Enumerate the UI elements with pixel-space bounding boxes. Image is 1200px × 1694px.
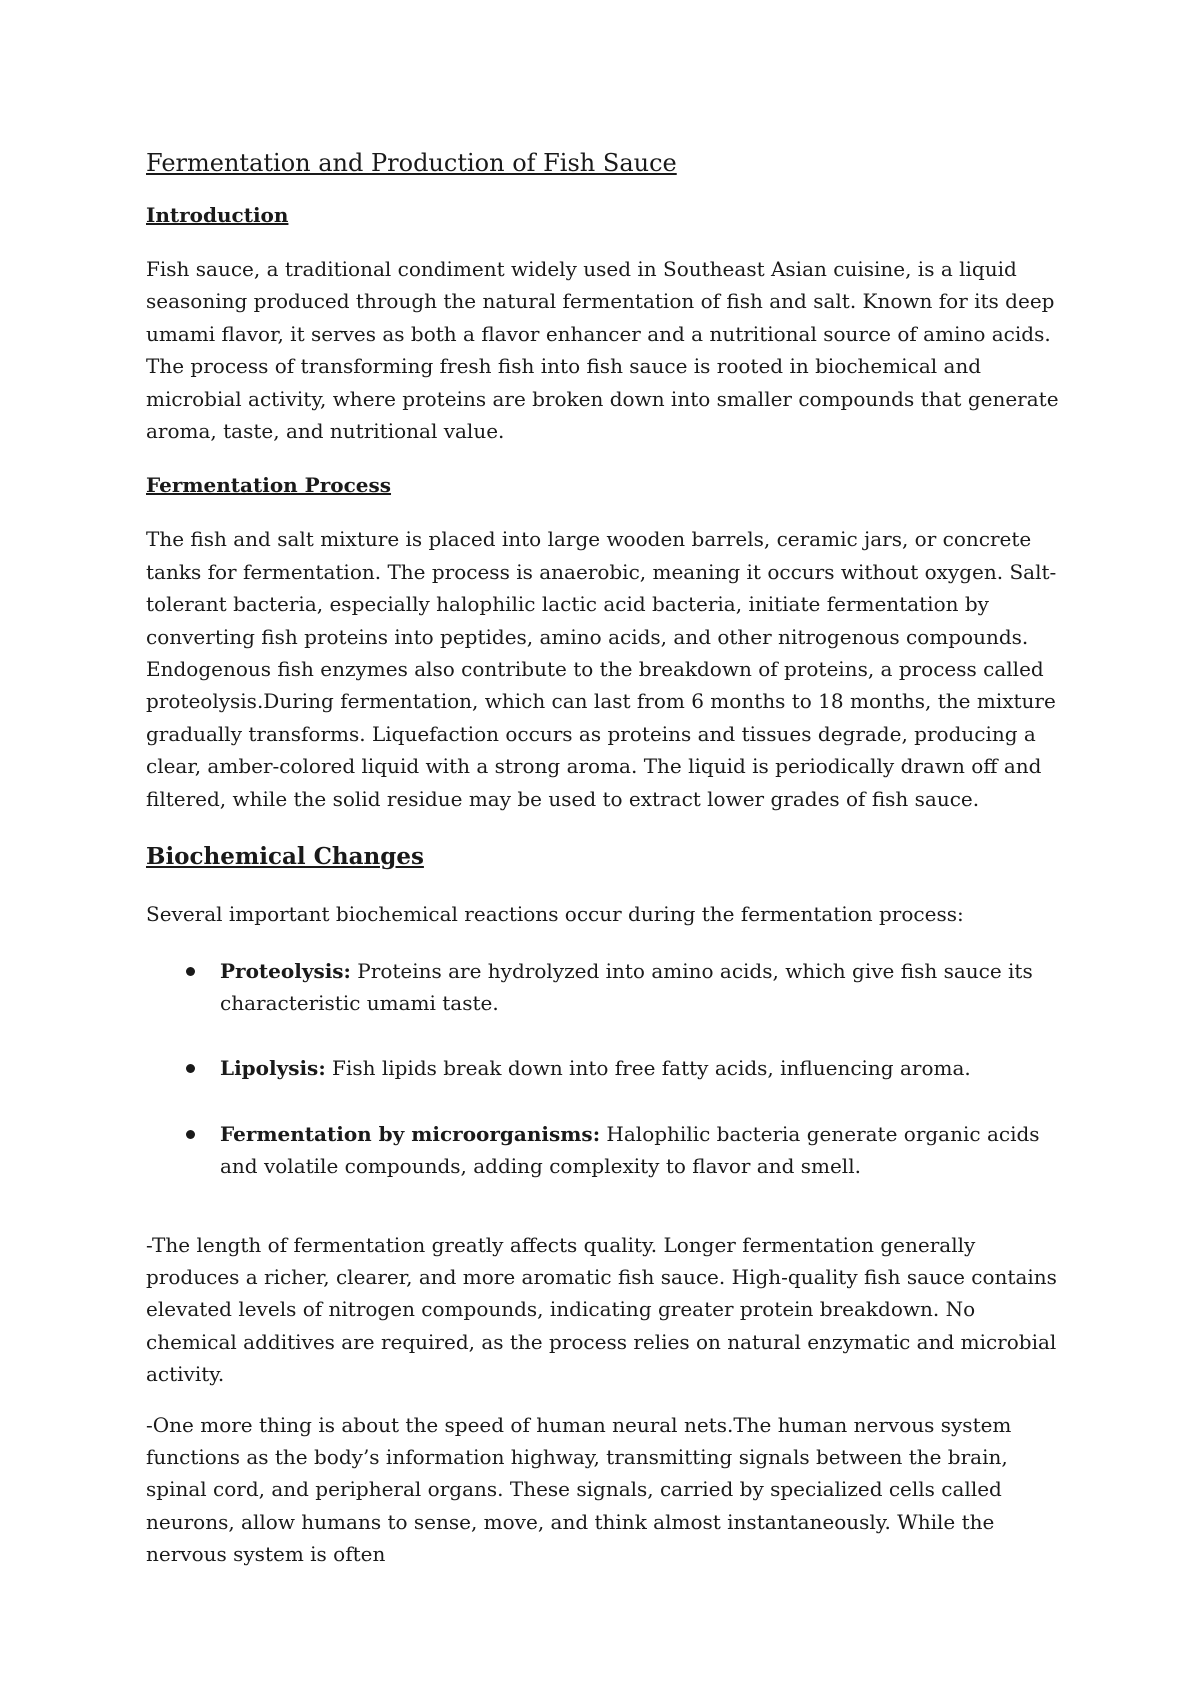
bullet-icon: [186, 1064, 195, 1073]
document-title: Fermentation and Production of Fish Sauce: [146, 149, 677, 177]
neural-nets-paragraph: -One more thing is about the speed of human neural nets.The human nervous system functions as the body’s information highway, transmitting signals between the brain, spinal cord, and peripheral organs. These signals, carried by specialized cells called neurons, allow humans to sense, move, and think almost instantaneously. While the nervous system is often: [146, 1412, 1012, 1567]
biochemical-changes-list: [146, 955, 1066, 1183]
document-body: [146, 146, 1066, 1571]
list-item-text: Fish lipids break down into free fatty acids, influencing aroma.: [325, 1056, 971, 1081]
list-item-term: Proteolysis:: [220, 958, 351, 983]
list-item-fermentation-by-microorganisms: [146, 1118, 1066, 1183]
list-item-term: Lipolysis:: [220, 1056, 326, 1081]
list-item-text: Halophilic bacteria generate organic acids and volatile compounds, adding complexity to flavor and smell.: [220, 1121, 1040, 1179]
fermentation-process-paragraph: The fish and salt mixture is placed into large wooden barrels, ceramic jars, or concrete tanks for fermentation. The process is anaerobic, meaning it occurs without oxygen. Salt-tolerant bacteria, especially halophilic lactic acid bacteria, initiate fermentation by converting fish proteins into peptides, amino acids, and other nitrogenous compounds. Endogenous fish enzymes also contribute to the breakdown of proteins, a process called proteolysis.During fermentation, which can last from 6 months to 18 months, the mixture gradually transforms. Liquefaction occurs as proteins and tissues degrade, producing a clear, amber-colored liquid with a strong aroma. The liquid is periodically drawn off and filtered, while the solid residue may be used to extract lower grades of fish sauce.: [146, 527, 1057, 811]
list-item-lipolysis: [146, 1052, 1066, 1084]
biochemical-changes-intro: Several important biochemical reactions occur during the fermentation process:: [146, 902, 964, 927]
fermentation-process-heading: Fermentation Process: [146, 473, 392, 498]
biochemical-changes-heading: Biochemical Changes: [146, 843, 424, 871]
list-item-term: Fermentation by microorganisms:: [220, 1121, 601, 1146]
list-item-proteolysis: [146, 955, 1066, 1020]
introduction-heading: Introduction: [146, 203, 289, 227]
introduction-paragraph: Fish sauce, a traditional condiment widely used in Southeast Asian cuisine, is a liquid seasoning produced through the natural fermentation of fish and salt. Known for its deep umami flavor, it serves as both a flavor enhancer and a nutritional source of amino acids. The process of transforming fresh fish into fish sauce is rooted in biochemical and microbial activity, where proteins are broken down into smaller compounds that generate aroma, taste, and nutritional value.: [146, 257, 1059, 444]
list-item-text: Proteins are hydrolyzed into amino acids, which give fish sauce its characteristic umami taste.: [220, 958, 1033, 1015]
bullet-icon: [186, 967, 195, 976]
fermentation-length-paragraph: -The length of fermentation greatly affects quality. Longer fermentation generally produces a richer, clearer, and more aromatic fish sauce. High-quality fish sauce contains elevated levels of nitrogen compounds, indicating greater protein breakdown. No chemical additives are required, as the process relies on natural enzymatic and microbial activity.: [146, 1232, 1057, 1387]
bullet-icon: [186, 1130, 195, 1139]
